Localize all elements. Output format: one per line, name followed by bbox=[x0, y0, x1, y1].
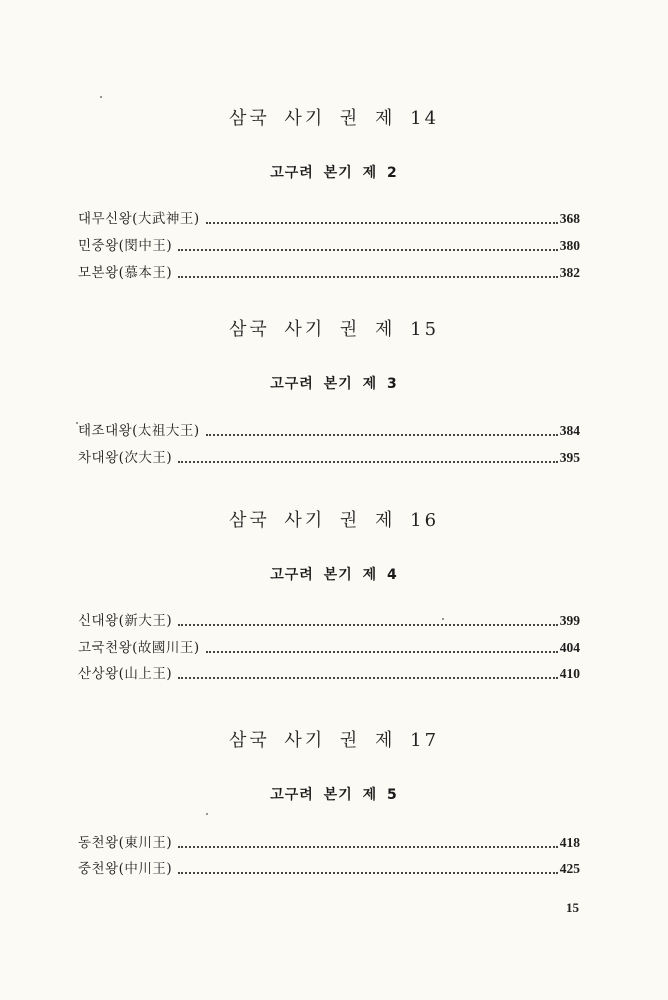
entry-page: 380 bbox=[559, 238, 580, 253]
entry-page: 368 bbox=[559, 211, 580, 226]
dot-leader bbox=[178, 845, 558, 848]
entry-name: 신대왕(新大王) bbox=[78, 613, 173, 629]
entry-name: 차대왕(次大王) bbox=[78, 450, 173, 466]
dot-leader bbox=[206, 650, 558, 653]
paper-speck bbox=[76, 422, 78, 424]
volume-title: 삼국 사기 권 제 14 bbox=[228, 108, 440, 129]
entry-page: 399 bbox=[559, 613, 580, 628]
toc-entry bbox=[78, 262, 580, 282]
toc-entry bbox=[78, 858, 580, 878]
entry-page: 395 bbox=[559, 450, 580, 465]
dot-leader bbox=[206, 221, 558, 224]
dot-leader bbox=[178, 676, 558, 679]
toc-entry bbox=[78, 832, 580, 852]
dot-leader bbox=[178, 248, 558, 251]
dot-leader bbox=[178, 275, 558, 278]
paper-speck bbox=[442, 618, 444, 620]
entry-page: 410 bbox=[559, 666, 580, 681]
entry-page: 382 bbox=[559, 265, 580, 280]
toc-entry bbox=[78, 610, 580, 630]
entry-page: 404 bbox=[559, 640, 580, 655]
volume-title: 삼국 사기 권 제 16 bbox=[228, 510, 440, 531]
paper-speck bbox=[100, 96, 102, 98]
toc-entry bbox=[78, 663, 580, 683]
entry-page: 384 bbox=[559, 423, 580, 438]
volume-title: 삼국 사기 권 제 17 bbox=[228, 730, 440, 751]
entry-name: 고국천왕(故國川王) bbox=[78, 640, 200, 656]
chapter-subtitle: 고구려 본기 제 2 bbox=[270, 165, 398, 181]
entry-name: 동천왕(東川王) bbox=[78, 835, 173, 851]
dot-leader bbox=[178, 623, 558, 626]
entry-name: 산상왕(山上王) bbox=[78, 666, 173, 682]
dot-leader bbox=[178, 460, 558, 463]
entry-name: 태조대왕(太祖大王) bbox=[78, 423, 200, 439]
chapter-subtitle: 고구려 본기 제 3 bbox=[270, 376, 398, 392]
entry-name: 민중왕(閔中王) bbox=[78, 238, 173, 254]
chapter-subtitle: 고구려 본기 제 5 bbox=[270, 787, 398, 803]
page-number: 15 bbox=[566, 900, 579, 915]
toc-entry bbox=[78, 208, 580, 228]
toc-entry bbox=[78, 420, 580, 440]
entry-page: 418 bbox=[559, 835, 580, 850]
entry-page: 425 bbox=[559, 861, 580, 876]
toc-entry bbox=[78, 637, 580, 657]
volume-title: 삼국 사기 권 제 15 bbox=[228, 319, 440, 340]
dot-leader bbox=[178, 871, 558, 874]
chapter-subtitle: 고구려 본기 제 4 bbox=[270, 567, 398, 583]
entry-name: 모본왕(慕本王) bbox=[78, 265, 173, 281]
toc-entry bbox=[78, 447, 580, 467]
entry-name: 중천왕(中川王) bbox=[78, 861, 173, 877]
toc-entry bbox=[78, 235, 580, 255]
dot-leader bbox=[206, 433, 558, 436]
entry-name: 대무신왕(大武神王) bbox=[78, 211, 200, 227]
paper-speck bbox=[206, 813, 208, 815]
